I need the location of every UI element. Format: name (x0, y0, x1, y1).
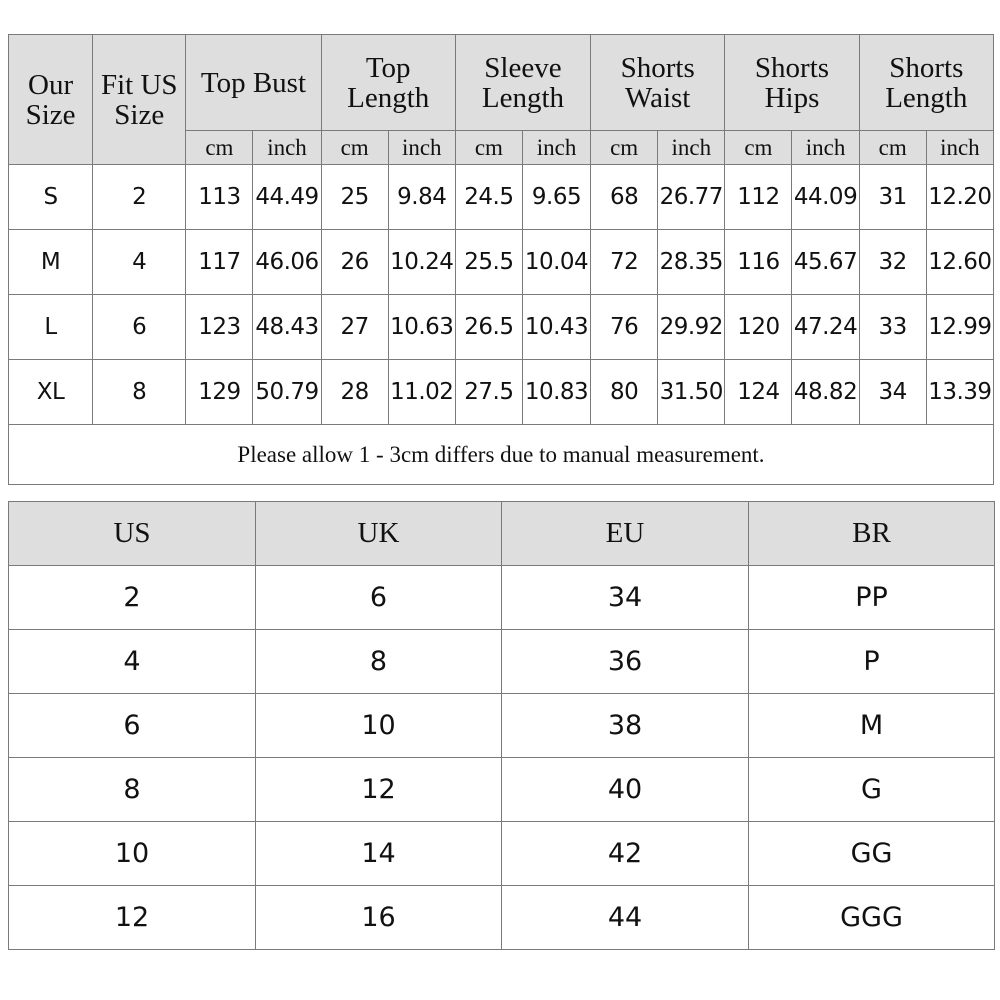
uk-size-cell: 6 (256, 566, 502, 630)
table-row (9, 295, 994, 360)
size-chart-table (8, 34, 994, 485)
shorts-waist-cm-cell: 76 (591, 295, 658, 360)
shorts-length-inch-cell: 13.39 (926, 360, 993, 425)
eu-size-cell: 42 (502, 822, 749, 886)
shorts-length-cm-cell: 32 (859, 230, 926, 295)
br-size-cell: G (749, 758, 995, 822)
top-length-inch-cell: 10.63 (388, 295, 455, 360)
top-length-inch-cell: 9.84 (388, 165, 455, 230)
shorts-waist-cm-cell: 68 (591, 165, 658, 230)
unit-cm-header: cm (321, 131, 388, 165)
us-header: US (9, 502, 256, 566)
top-bust-cm-cell: 113 (186, 165, 253, 230)
sleeve-length-inch-cell: 10.04 (522, 230, 590, 295)
fit-us-size-cell: 8 (93, 360, 186, 425)
shorts-waist-cm-cell: 80 (591, 360, 658, 425)
unit-inch-header: inch (792, 131, 859, 165)
us-size-cell: 2 (9, 566, 256, 630)
unit-cm-header: cm (859, 131, 926, 165)
shorts-hips-inch-cell: 48.82 (792, 360, 859, 425)
our-size-cell: XL (9, 360, 93, 425)
top-length-cm-cell: 28 (321, 360, 388, 425)
uk-header: UK (256, 502, 502, 566)
shorts-waist-header: Shorts Waist (591, 35, 725, 131)
conversion-chart-body (9, 566, 995, 950)
uk-size-cell: 12 (256, 758, 502, 822)
us-size-cell: 4 (9, 630, 256, 694)
eu-header: EU (502, 502, 749, 566)
shorts-hips-cm-cell: 120 (725, 295, 792, 360)
eu-size-cell: 44 (502, 886, 749, 950)
unit-cm-header: cm (186, 131, 253, 165)
shorts-length-inch-cell: 12.99 (926, 295, 993, 360)
top-length-header: Top Length (321, 35, 455, 131)
our-size-cell: L (9, 295, 93, 360)
table-row (9, 886, 995, 950)
table-row (9, 630, 995, 694)
shorts-waist-inch-cell: 26.77 (658, 165, 725, 230)
unit-inch-header: inch (926, 131, 993, 165)
br-size-cell: M (749, 694, 995, 758)
shorts-hips-cm-cell: 112 (725, 165, 792, 230)
size-conversion-table (8, 501, 995, 950)
shorts-waist-inch-cell: 31.50 (658, 360, 725, 425)
top-length-cm-cell: 25 (321, 165, 388, 230)
unit-cm-header: cm (591, 131, 658, 165)
sleeve-length-inch-cell: 10.83 (522, 360, 590, 425)
top-bust-cm-cell: 129 (186, 360, 253, 425)
top-length-cm-cell: 27 (321, 295, 388, 360)
unit-cm-header: cm (455, 131, 522, 165)
shorts-hips-inch-cell: 47.24 (792, 295, 859, 360)
table-row (9, 230, 994, 295)
top-length-cm-cell: 26 (321, 230, 388, 295)
shorts-length-header: Shorts Length (859, 35, 993, 131)
top-length-inch-cell: 10.24 (388, 230, 455, 295)
fit-us-size-cell: 4 (93, 230, 186, 295)
br-size-cell: P (749, 630, 995, 694)
sleeve-length-cm-cell: 25.5 (455, 230, 522, 295)
sleeve-length-inch-cell: 10.43 (522, 295, 590, 360)
shorts-waist-inch-cell: 29.92 (658, 295, 725, 360)
size-chart-body (9, 165, 994, 425)
sleeve-length-cm-cell: 26.5 (455, 295, 522, 360)
br-header: BR (749, 502, 995, 566)
shorts-length-cm-cell: 34 (859, 360, 926, 425)
uk-size-cell: 14 (256, 822, 502, 886)
sleeve-length-header: Sleeve Length (455, 35, 590, 131)
our-size-header: Our Size (9, 35, 93, 165)
sleeve-length-inch-cell: 9.65 (522, 165, 590, 230)
table-row (9, 694, 995, 758)
shorts-length-cm-cell: 33 (859, 295, 926, 360)
top-bust-inch-cell: 44.49 (253, 165, 321, 230)
top-bust-inch-cell: 46.06 (253, 230, 321, 295)
our-size-cell: M (9, 230, 93, 295)
top-bust-cm-cell: 117 (186, 230, 253, 295)
shorts-length-cm-cell: 31 (859, 165, 926, 230)
fit-us-size-cell: 2 (93, 165, 186, 230)
shorts-length-inch-cell: 12.20 (926, 165, 993, 230)
unit-cm-header: cm (725, 131, 792, 165)
uk-size-cell: 16 (256, 886, 502, 950)
eu-size-cell: 36 (502, 630, 749, 694)
top-bust-inch-cell: 50.79 (253, 360, 321, 425)
top-bust-cm-cell: 123 (186, 295, 253, 360)
fit-us-size-cell: 6 (93, 295, 186, 360)
shorts-waist-cm-cell: 72 (591, 230, 658, 295)
unit-inch-header: inch (388, 131, 455, 165)
us-size-cell: 10 (9, 822, 256, 886)
eu-size-cell: 38 (502, 694, 749, 758)
unit-inch-header: inch (522, 131, 590, 165)
us-size-cell: 6 (9, 694, 256, 758)
our-size-cell: S (9, 165, 93, 230)
unit-inch-header: inch (658, 131, 725, 165)
top-bust-header: Top Bust (186, 35, 321, 131)
table-row (9, 822, 995, 886)
table-row (9, 360, 994, 425)
top-length-inch-cell: 11.02 (388, 360, 455, 425)
table-row (9, 758, 995, 822)
shorts-length-inch-cell: 12.60 (926, 230, 993, 295)
shorts-hips-inch-cell: 45.67 (792, 230, 859, 295)
unit-inch-header: inch (253, 131, 321, 165)
fit-us-size-header: Fit US Size (93, 35, 186, 165)
shorts-hips-cm-cell: 124 (725, 360, 792, 425)
sleeve-length-cm-cell: 27.5 (455, 360, 522, 425)
eu-size-cell: 40 (502, 758, 749, 822)
us-size-cell: 8 (9, 758, 256, 822)
uk-size-cell: 8 (256, 630, 502, 694)
uk-size-cell: 10 (256, 694, 502, 758)
br-size-cell: PP (749, 566, 995, 630)
top-bust-inch-cell: 48.43 (253, 295, 321, 360)
shorts-hips-cm-cell: 116 (725, 230, 792, 295)
br-size-cell: GGG (749, 886, 995, 950)
sleeve-length-cm-cell: 24.5 (455, 165, 522, 230)
table-row (9, 566, 995, 630)
table-row (9, 165, 994, 230)
us-size-cell: 12 (9, 886, 256, 950)
br-size-cell: GG (749, 822, 995, 886)
measurement-note: Please allow 1 - 3cm differs due to manual measurement. (9, 425, 994, 485)
eu-size-cell: 34 (502, 566, 749, 630)
shorts-hips-header: Shorts Hips (725, 35, 859, 131)
shorts-waist-inch-cell: 28.35 (658, 230, 725, 295)
shorts-hips-inch-cell: 44.09 (792, 165, 859, 230)
